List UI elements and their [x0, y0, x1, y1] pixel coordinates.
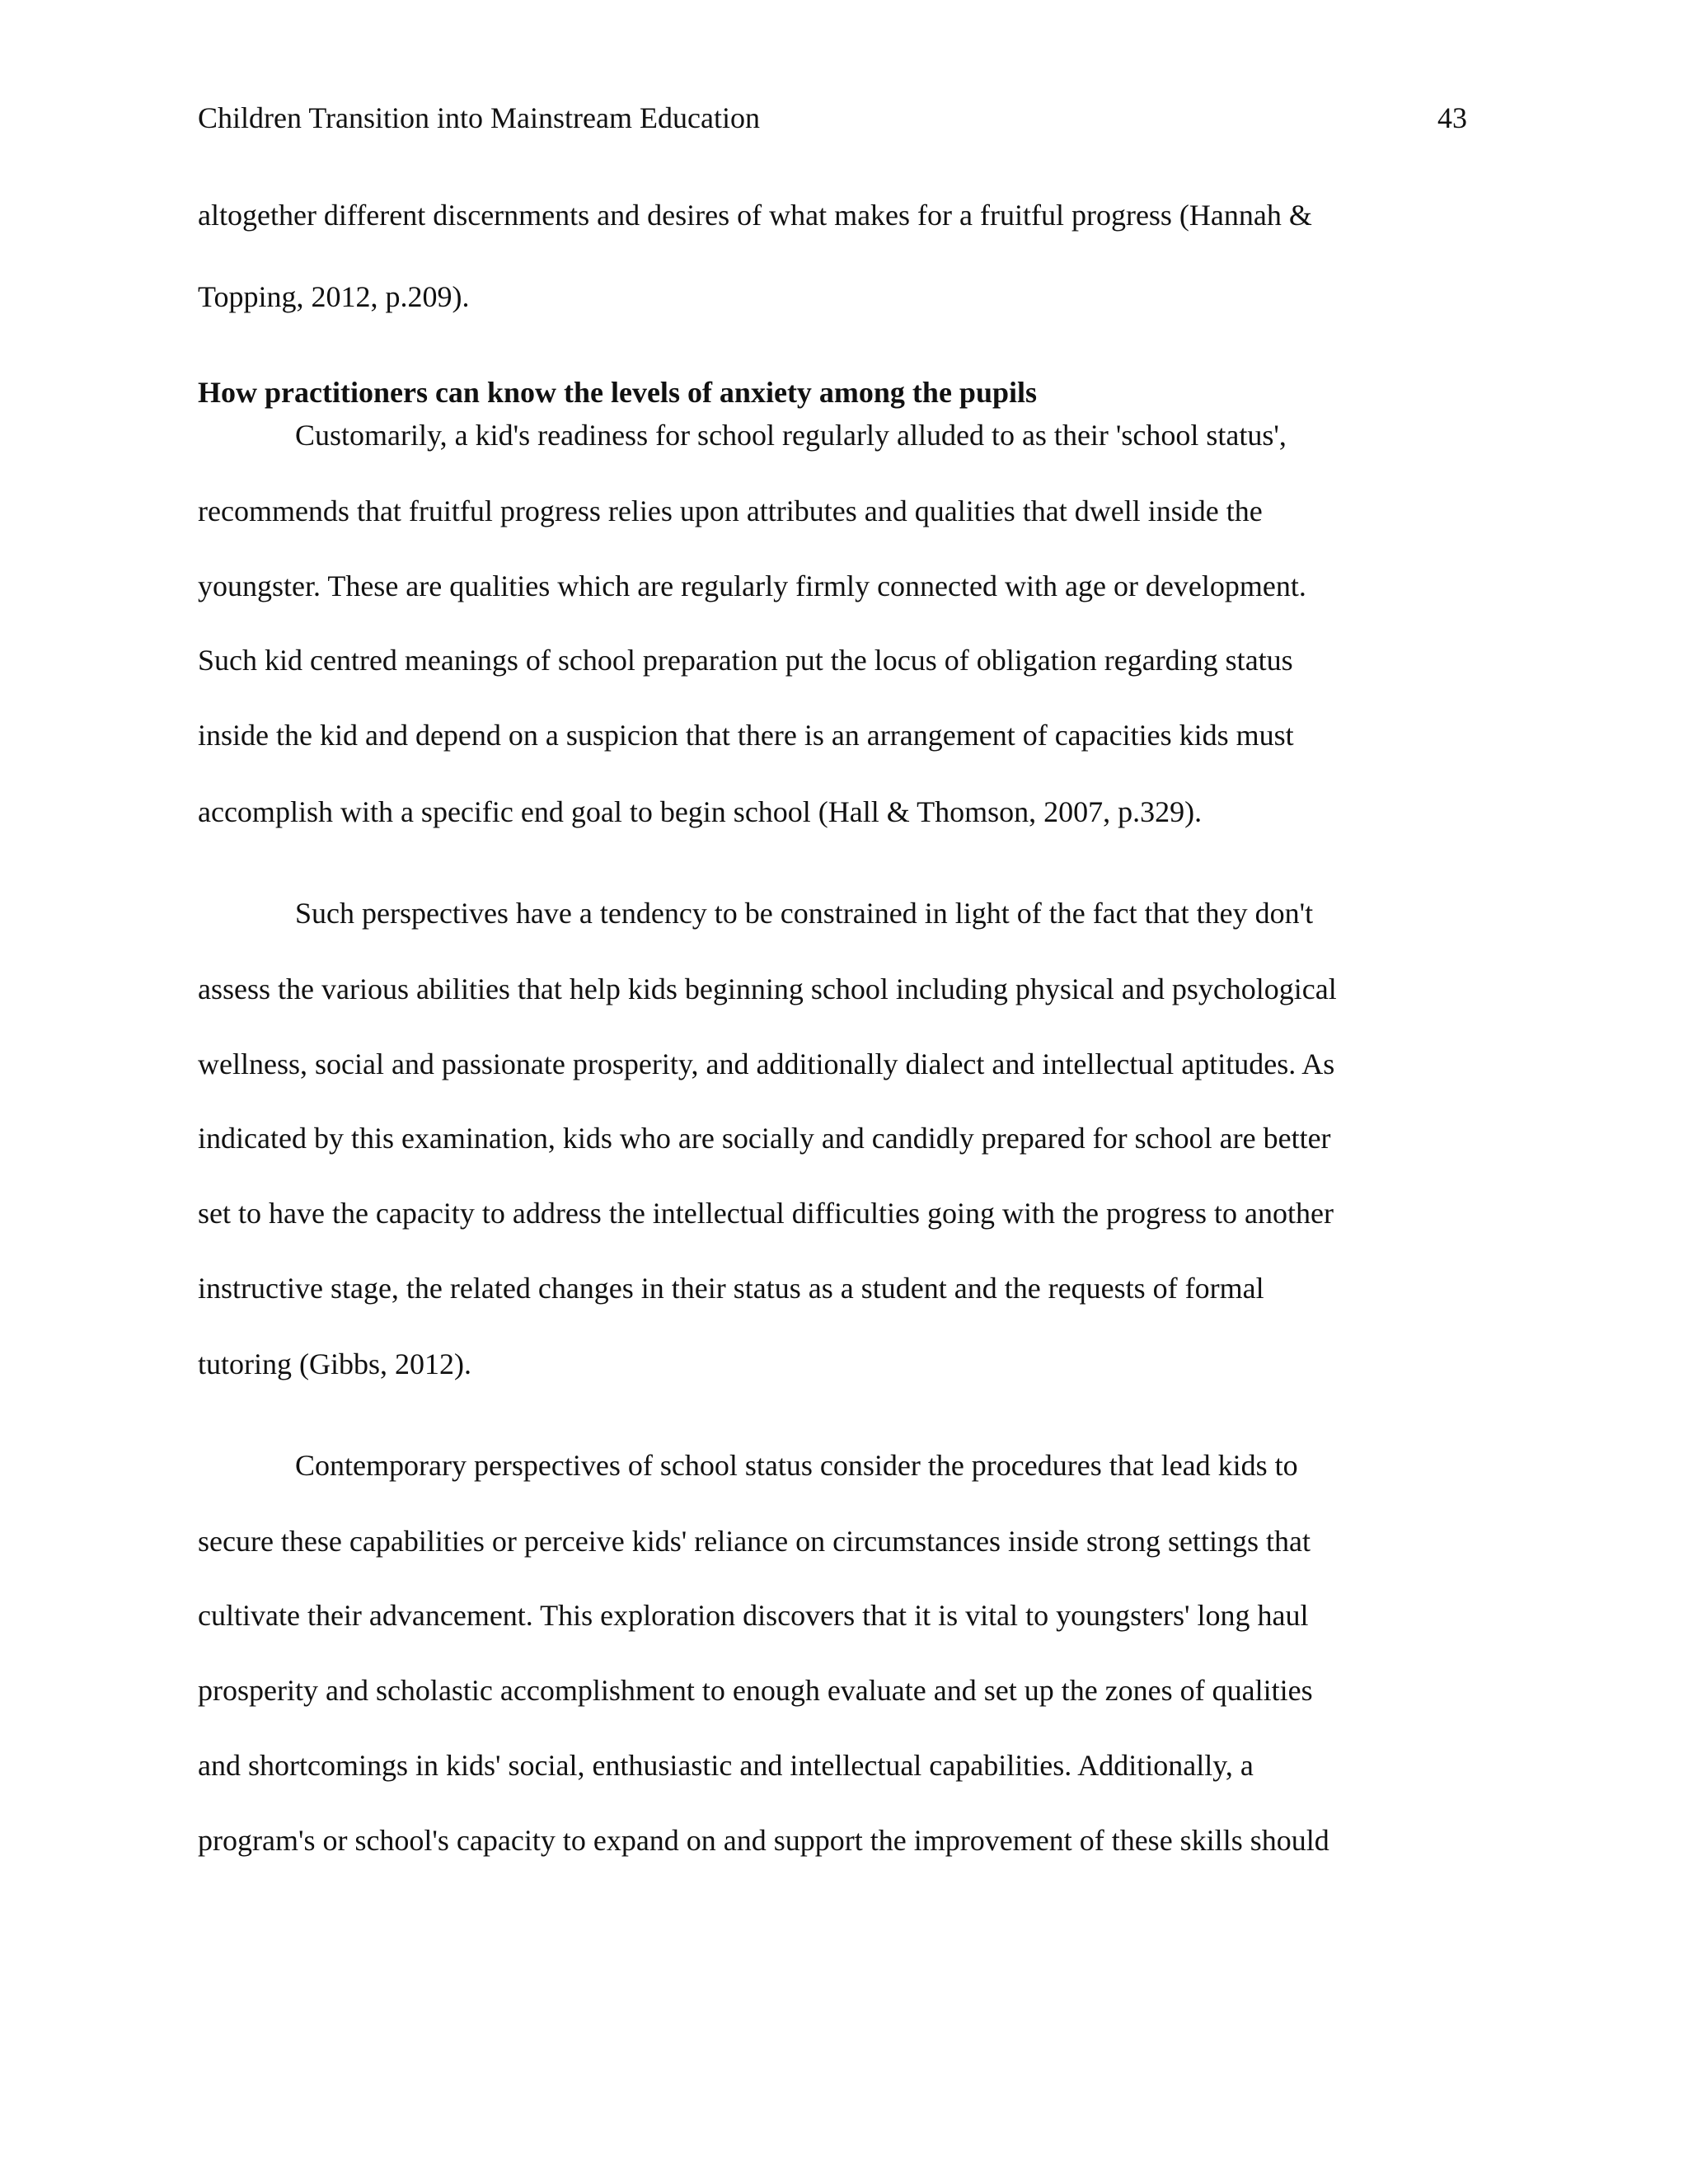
paragraph-line: Customarily, a kid's readiness for school regularly alluded to as their 'school status', — [295, 419, 1287, 452]
paragraph-line: wellness, social and passionate prosperity, and additionally dialect and intellectual aptitudes. As — [198, 1047, 1335, 1080]
paragraph-line: prosperity and scholastic accomplishment to enough evaluate and set up the zones of qualities — [198, 1674, 1313, 1707]
paragraph-line: recommends that fruitful progress relies upon attributes and qualities that dwell inside the — [198, 494, 1263, 527]
paragraph-line: assess the various abilities that help kids beginning school including physical and psychological — [198, 972, 1337, 1005]
paragraph-line: altogether different discernments and desires of what makes for a fruitful progress (Hannah & — [198, 199, 1312, 232]
paragraph-line: tutoring (Gibbs, 2012). — [198, 1347, 471, 1380]
paragraph-line: accomplish with a specific end goal to begin school (Hall & Thomson, 2007, p.329). — [198, 795, 1203, 828]
paragraph-line: inside the kid and depend on a suspicion that there is an arrangement of capacities kids must — [198, 719, 1294, 752]
paragraph-line: Contemporary perspectives of school status consider the procedures that lead kids to — [295, 1449, 1298, 1482]
paragraph-line: Topping, 2012, p.209). — [198, 280, 470, 313]
paragraph-line: indicated by this examination, kids who are socially and candidly prepared for school are better — [198, 1122, 1331, 1155]
paragraph-line: secure these capabilities or perceive kids' reliance on circumstances inside strong settings that — [198, 1525, 1311, 1558]
section-heading: How practitioners can know the levels of anxiety among the pupils — [198, 376, 1038, 409]
paragraph-line: youngster. These are qualities which are regularly firmly connected with age or development. — [198, 569, 1306, 602]
paragraph-line: and shortcomings in kids' social, enthusiastic and intellectual capabilities. Additionally, a — [198, 1749, 1254, 1782]
page-number: 43 — [1437, 101, 1467, 134]
paragraph-line: Such perspectives have a tendency to be constrained in light of the fact that they don't — [295, 897, 1314, 930]
paragraph-line: program's or school's capacity to expand on and support the improvement of these skills should — [198, 1824, 1329, 1857]
paragraph-line: cultivate their advancement. This exploration discovers that it is vital to youngsters' long haul — [198, 1599, 1309, 1632]
paragraph-line: instructive stage, the related changes in their status as a student and the requests of formal — [198, 1272, 1264, 1305]
paragraph-line: set to have the capacity to address the intellectual difficulties going with the progress to another — [198, 1197, 1334, 1230]
paragraph-line: Such kid centred meanings of school preparation put the locus of obligation regarding status — [198, 644, 1293, 677]
running-header-title: Children Transition into Mainstream Education — [198, 101, 760, 134]
